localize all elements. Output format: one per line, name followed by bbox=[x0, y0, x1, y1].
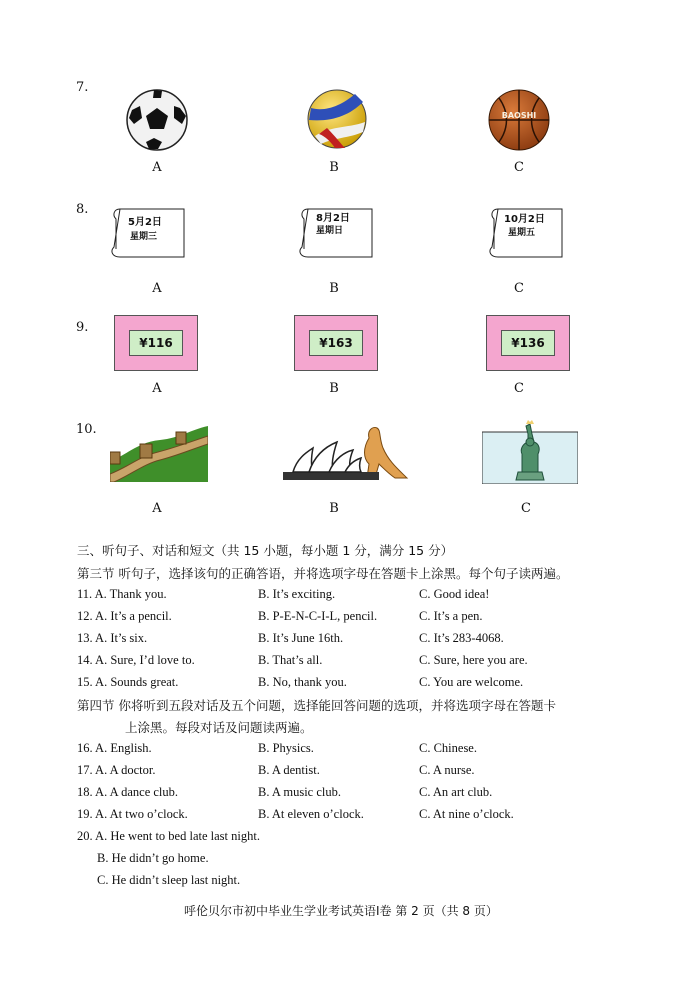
item-18-option-a: 18. A. A dance club. bbox=[77, 785, 179, 799]
part4-instruction-cont: 上涂黑。每段对话及问题读两遍。 bbox=[125, 720, 313, 735]
basketball-brand-text: BAOSHI bbox=[501, 111, 537, 120]
question-number: 8. bbox=[76, 202, 89, 217]
basketball-icon bbox=[487, 88, 551, 152]
volleyball-icon bbox=[305, 88, 369, 150]
calendar-c bbox=[484, 201, 566, 259]
option-b-label: B bbox=[329, 160, 339, 175]
price-tag-a bbox=[114, 315, 198, 371]
item-20-option-a: 20. A. He went to bed late last night. bbox=[77, 829, 260, 843]
price-value: ¥136 bbox=[501, 330, 555, 356]
item-11-option-c: C. Good idea! bbox=[419, 587, 490, 601]
item-20-option-c: C. He didn’t sleep last night. bbox=[97, 873, 241, 887]
item-17-option-c: C. A nurse. bbox=[419, 763, 475, 777]
item-15-option-b: B. No, thank you. bbox=[258, 675, 347, 689]
option-c-label: C bbox=[514, 381, 524, 396]
great-wall-icon bbox=[110, 422, 208, 482]
item-13-option-c: C. It’s 283-4068. bbox=[419, 631, 504, 645]
calendar-weekday: 星期三 bbox=[130, 232, 158, 242]
page-footer: 呼伦贝尔市初中毕业生学业考试英语Ⅰ卷 第 2 页（共 8 页） bbox=[184, 904, 498, 918]
option-c-label: C bbox=[514, 281, 524, 296]
calendar-date: 8月2日 bbox=[316, 213, 350, 224]
calendar-weekday: 星期日 bbox=[316, 226, 344, 236]
sydney-opera-house-kangaroo-icon bbox=[283, 418, 413, 484]
item-18-option-b: B. A music club. bbox=[258, 785, 341, 799]
calendar-weekday: 星期五 bbox=[508, 228, 536, 238]
option-b-label: B bbox=[329, 281, 339, 296]
item-14-option-b: B. That’s all. bbox=[258, 653, 323, 667]
option-b-label: B bbox=[329, 501, 339, 516]
item-16-option-c: C. Chinese. bbox=[419, 741, 477, 755]
statue-of-liberty-icon bbox=[482, 420, 578, 484]
calendar-a bbox=[106, 201, 188, 259]
item-17-option-a: 17. A. A doctor. bbox=[77, 763, 156, 777]
option-c-label: C bbox=[521, 501, 531, 516]
question-number: 7. bbox=[76, 80, 89, 95]
item-15-option-a: 15. A. Sounds great. bbox=[77, 675, 179, 689]
item-13-option-a: 13. A. It’s six. bbox=[77, 631, 148, 645]
item-17-option-b: B. A dentist. bbox=[258, 763, 320, 777]
option-a-label: A bbox=[152, 160, 162, 175]
item-19-option-c: C. At nine o’clock. bbox=[419, 807, 514, 821]
item-15-option-c: C. You are welcome. bbox=[419, 675, 524, 689]
part4-instruction: 第四节 你将听到五段对话及五个问题，选择能回答问题的选项，并将选项字母在答题卡 bbox=[77, 698, 556, 713]
calendar-date: 5月2日 bbox=[128, 217, 162, 228]
option-a-label: A bbox=[152, 501, 162, 516]
question-number: 10. bbox=[76, 422, 97, 437]
item-19-option-b: B. At eleven o’clock. bbox=[258, 807, 364, 821]
item-14-option-a: 14. A. Sure, I’d love to. bbox=[77, 653, 195, 667]
price-tag-b bbox=[294, 315, 378, 371]
item-11-option-b: B. It’s exciting. bbox=[258, 587, 336, 601]
item-14-option-c: C. Sure, here you are. bbox=[419, 653, 528, 667]
item-18-option-c: C. An art club. bbox=[419, 785, 493, 799]
item-11-option-a: 11. A. Thank you. bbox=[77, 587, 167, 601]
item-12-option-c: C. It’s a pen. bbox=[419, 609, 483, 623]
price-value: ¥163 bbox=[309, 330, 363, 356]
calendar-date: 10月2日 bbox=[504, 214, 545, 225]
section-title: 三、听句子、对话和短文（共 15 小题，每小题 1 分，满分 15 分） bbox=[77, 543, 454, 558]
item-13-option-b: B. It’s June 16th. bbox=[258, 631, 344, 645]
price-tag-c bbox=[486, 315, 570, 371]
item-16-option-a: 16. A. English. bbox=[77, 741, 152, 755]
soccer-ball-icon bbox=[124, 88, 190, 152]
price-value: ¥116 bbox=[129, 330, 183, 356]
option-a-label: A bbox=[152, 281, 162, 296]
item-12-option-b: B. P-E-N-C-I-L, pencil. bbox=[258, 609, 378, 623]
item-12-option-a: 12. A. It’s a pencil. bbox=[77, 609, 172, 623]
option-a-label: A bbox=[152, 381, 162, 396]
item-19-option-a: 19. A. At two o’clock. bbox=[77, 807, 188, 821]
calendar-b bbox=[294, 201, 376, 259]
question-number: 9. bbox=[76, 320, 89, 335]
item-16-option-b: B. Physics. bbox=[258, 741, 314, 755]
option-b-label: B bbox=[329, 381, 339, 396]
item-20-option-b: B. He didn’t go home. bbox=[97, 851, 209, 865]
option-c-label: C bbox=[514, 160, 524, 175]
part3-instruction: 第三节 听句子，选择该句的正确答语，并将选项字母在答题卡上涂黑。每个句子读两遍。 bbox=[77, 566, 569, 581]
